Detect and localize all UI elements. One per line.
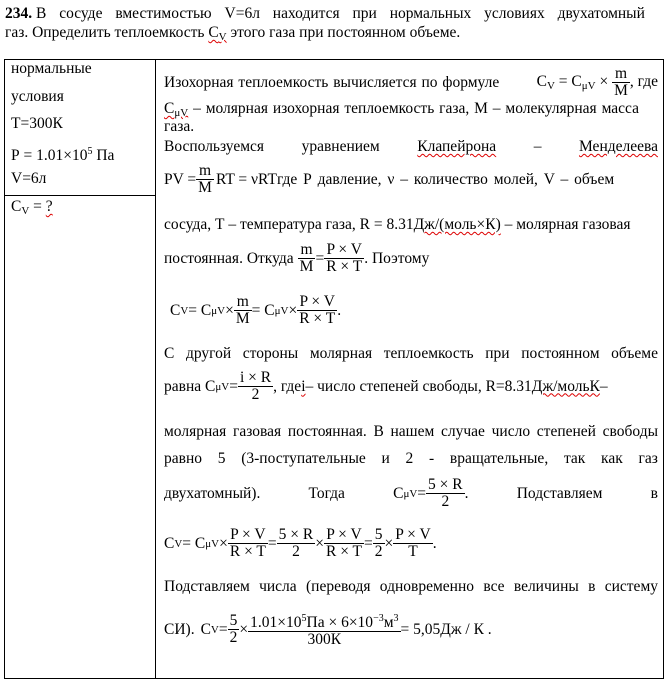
- problem-number: 234.: [5, 5, 33, 22]
- eq1-times2: ×: [288, 301, 298, 319]
- find-cv-sub: V: [21, 205, 30, 217]
- eq2-cmu-sub: μV: [205, 537, 220, 550]
- eq2-eq2: =: [364, 534, 373, 552]
- given-pressure: [11, 143, 114, 165]
- eq2-f3-den: R × T: [325, 543, 363, 560]
- cv-sub: V: [218, 31, 227, 43]
- eq1-frac2-den: R × T: [299, 310, 336, 327]
- p2-frac2-num: P × V: [324, 242, 364, 259]
- p4-cv-sub: V: [210, 623, 219, 636]
- p3-line2-frac: [238, 370, 273, 403]
- p1-formula: [537, 66, 658, 99]
- p3-unit: Дж/мольК: [531, 377, 600, 395]
- p4-x: ×: [239, 620, 249, 638]
- p4-f2-num-c: м: [383, 614, 394, 631]
- eq1-cv: С: [170, 301, 181, 319]
- eq2-x2: ×: [315, 534, 324, 552]
- solution-p1-line1: [164, 66, 658, 99]
- p3-l4-w7: вращательные,: [449, 450, 549, 467]
- p3-l4-w3: (3-поступательные: [241, 450, 366, 467]
- eq1-cv-sub: V: [180, 304, 189, 317]
- p3-l4-w10: газ: [638, 450, 658, 467]
- p1-line2-sub: μV: [174, 107, 189, 119]
- eq2-f1-den: R × T: [229, 543, 266, 560]
- find-eq: =: [29, 198, 46, 215]
- eq2-f3: [324, 527, 364, 560]
- p2-eq-rt: RT = νRT: [215, 170, 277, 188]
- eq1-times: ×: [225, 301, 234, 319]
- eq1-cmu: = С: [188, 301, 212, 319]
- solution-p3-line5: [164, 477, 658, 510]
- problem-statement-line2: [5, 24, 460, 46]
- eq2-end: .: [432, 534, 437, 552]
- find-cv-letter: С: [11, 198, 22, 215]
- eq2-f1: [228, 527, 268, 560]
- solution-p2-line3: [164, 242, 429, 275]
- find-question: ?: [45, 198, 53, 215]
- p4-f2-num-e2: −3: [373, 613, 384, 624]
- p1-cv: С: [536, 73, 547, 91]
- cv-letter: С: [208, 24, 219, 41]
- table-bottom-border: [4, 678, 664, 679]
- p2-line3-frac1: [298, 242, 316, 275]
- p3-line2-eq: =: [229, 377, 238, 395]
- solution-p3-line3: молярная газовая постоянная. В нашем случае число степеней свободы: [164, 423, 658, 440]
- p2-eq-frac-num: m: [196, 163, 214, 180]
- eq2-x3: ×: [384, 534, 394, 552]
- eq2-eq1: =: [267, 534, 277, 552]
- p1-frac-den: M: [614, 82, 628, 99]
- eq2-f5: [393, 527, 432, 560]
- eq2-f4-num: 5: [374, 526, 383, 543]
- eq1-frac1-num: m: [234, 294, 252, 311]
- solution-eq2: [164, 527, 437, 560]
- table-right-border: [663, 59, 664, 679]
- p2-line3-frac2: [324, 242, 364, 275]
- p3-line2-c: – число степеней свободы, R=8.31: [305, 377, 532, 395]
- p3-l4-w6: -: [429, 450, 435, 467]
- p3-l4-w1: равно: [164, 450, 202, 467]
- p2-eq-text: где Р давление, ν – количество молей, V – объем: [276, 170, 615, 188]
- p1-frac-num: m: [612, 66, 630, 83]
- p4-f2-num-e1: 5: [301, 613, 307, 624]
- eq2-f2-den: 2: [292, 543, 300, 560]
- solution-p3-line1: С другой стороны молярная теплоемкость при постоянном объеме: [164, 345, 658, 362]
- problem-text-line2-b: этого газа при постоянном объеме.: [230, 24, 461, 41]
- p2-eq-pv: PV =: [164, 170, 197, 188]
- given-item-1: нормальные: [11, 60, 92, 77]
- p3-l5-frac-num: 5 × R: [428, 476, 463, 493]
- p1-times: ×: [595, 73, 613, 91]
- eq1-frac2: [297, 294, 337, 327]
- pressure-exponent: 5: [87, 146, 93, 157]
- solution-p1-line2: [164, 100, 658, 122]
- p2-line2-b: – молярная газовая: [500, 216, 631, 233]
- p4-f2-den: 300К: [307, 631, 342, 648]
- p2-eq-fraction: [196, 163, 214, 196]
- eq2-cmu: = С: [182, 534, 206, 552]
- p1-cmu: = С: [554, 73, 582, 91]
- eq1-cmu-sub: μV: [211, 304, 226, 317]
- pressure-unit: Па: [92, 147, 115, 164]
- table-top-border: [4, 59, 664, 60]
- eq1-frac1: [234, 294, 252, 327]
- problem-statement-line1: [5, 5, 660, 23]
- eq2-f5-num: P × V: [395, 526, 431, 543]
- p2-line2-unit: Дж/(моль×К): [413, 216, 501, 233]
- p4-f2: [248, 611, 400, 648]
- p4-f2-num: [248, 611, 400, 632]
- p3-line2-b: , где: [273, 377, 302, 395]
- p3-l4-w4: и: [381, 450, 390, 467]
- p3-line2-d: –: [599, 377, 608, 395]
- p4-f1-den: 2: [229, 629, 238, 646]
- eq2-f5-den: T: [408, 543, 418, 560]
- p3-l4-w5: 2: [405, 450, 414, 467]
- find-cv: [11, 198, 53, 220]
- problem-text-line2-a: газ. Определить теплоемкость: [5, 24, 205, 41]
- p2-word-2: уравнением: [301, 138, 380, 155]
- p2-frac2-den: R × T: [326, 258, 363, 275]
- p1-where: , где: [629, 73, 658, 91]
- p2-line3-b: . Поэтому: [364, 249, 430, 267]
- problem-text-line1: В сосуде вместимостью V=6л находится при нормальных условиях двухатомный: [36, 5, 645, 22]
- p4-f2-num-b: Па × 6×10: [306, 614, 374, 631]
- given-temperature: Т=300К: [11, 115, 63, 132]
- p3-l5-eq: =: [417, 484, 427, 502]
- p4-si: СИ).: [164, 620, 195, 638]
- p2-word-5: Менделеева: [578, 138, 658, 155]
- p2-line2-a: сосуда, Т – температура газа, R = 8.31: [164, 216, 414, 233]
- p1-cv-sub: V: [546, 80, 555, 93]
- p4-f1: [228, 613, 240, 646]
- p3-l5-sub: μV: [403, 487, 418, 500]
- eq1-cmu2: = С: [251, 301, 275, 319]
- p3-l5-v: в: [650, 484, 658, 502]
- p3-l5-w2: Тогда: [308, 484, 345, 502]
- solution-p1-line3: газа.: [164, 118, 195, 135]
- eq2-f4: [373, 527, 385, 560]
- solution-eq1: [170, 294, 341, 327]
- p2-eq-frac-den: M: [198, 179, 212, 196]
- table-column-divider: [155, 59, 156, 679]
- eq2-f2: [277, 527, 316, 560]
- p2-frac1-num: m: [298, 242, 316, 259]
- eq1-frac2-num: P × V: [297, 294, 337, 311]
- p3-line2-sub: μV: [215, 380, 230, 393]
- eq2-x1: ×: [219, 534, 228, 552]
- eq1-end: .: [337, 301, 342, 319]
- problem-cv-symbol: [208, 24, 226, 41]
- p1-cmu-sub: μV: [581, 80, 596, 93]
- p4-result: = 5,05Дж / К .: [400, 620, 492, 638]
- p2-frac1-den: M: [299, 258, 314, 275]
- p1-line2-text: – молярная изохорная теплоемкость газа, М – молекулярная масса: [188, 100, 639, 117]
- p2-line3-a: постоянная. Откуда: [164, 249, 294, 267]
- p2-word-1: Воспользуемся: [164, 138, 265, 155]
- p3-l5-formula: [393, 477, 468, 510]
- given-item-2: условия: [11, 88, 64, 105]
- p3-l5-w1: двухатомный).: [164, 484, 261, 502]
- p3-line2-a: равна С: [164, 377, 216, 395]
- p1-line2-cmu: [164, 100, 188, 117]
- p4-f2-num-e3: 3: [393, 613, 399, 624]
- p3-l5-c: С: [393, 484, 404, 502]
- eq2-f1-num: P × V: [228, 527, 268, 544]
- given-find-divider: [4, 195, 156, 196]
- p4-f1-num: 5: [229, 612, 238, 629]
- solution-p4-line2: [164, 611, 492, 648]
- p3-i: i: [301, 377, 306, 395]
- eq1-cmu2-sub: μV: [274, 304, 289, 317]
- eq2-f4-den: 2: [374, 543, 383, 560]
- p3-l5-frac: [426, 477, 465, 510]
- p1-fraction: [612, 66, 630, 99]
- eq1-frac1-den: M: [235, 310, 250, 327]
- p4-f2-num-a: 1.01×10: [250, 614, 302, 631]
- solution-p2-eq-line: [164, 163, 658, 196]
- eq2-cv-sub: V: [174, 537, 183, 550]
- p2-word-3: Клапейрона: [417, 138, 497, 155]
- p3-l4-w2: 5: [217, 450, 226, 467]
- p3-frac-num: i × R: [239, 369, 272, 386]
- p1-line2-c: С: [164, 100, 175, 117]
- p2-line3-eq: =: [315, 249, 325, 267]
- eq2-f3-num: P × V: [324, 527, 364, 544]
- solution-p2-line2: [164, 216, 631, 234]
- table-left-border: [4, 59, 5, 679]
- p1-text: Изохорная теплоемкость вычисляется по формуле: [164, 73, 500, 91]
- given-volume: V=6л: [11, 170, 47, 187]
- solution-p4-line1: Подставляем числа (переводя одновременно все величины в систему: [164, 578, 658, 595]
- pressure-value: Р = 1.01×10: [11, 147, 88, 164]
- p4-cv: С: [200, 620, 211, 638]
- eq2-f2-num: 5 × R: [278, 526, 314, 543]
- p3-l4-w9: как: [601, 450, 623, 467]
- solution-p3-line4: [164, 450, 658, 468]
- p3-l5-end: .: [464, 484, 469, 502]
- p3-l5-frac-den: 2: [441, 493, 450, 510]
- p3-frac-den: 2: [251, 386, 260, 403]
- solution-p3-line2: [164, 370, 658, 403]
- p3-l4-w8: так: [563, 450, 586, 467]
- eq2-cv: С: [164, 534, 175, 552]
- solution-p2-line1: [164, 138, 658, 156]
- p4-eq: =: [218, 620, 228, 638]
- p3-l5-subst: Подставляем: [516, 484, 603, 502]
- p2-word-4: –: [533, 138, 542, 155]
